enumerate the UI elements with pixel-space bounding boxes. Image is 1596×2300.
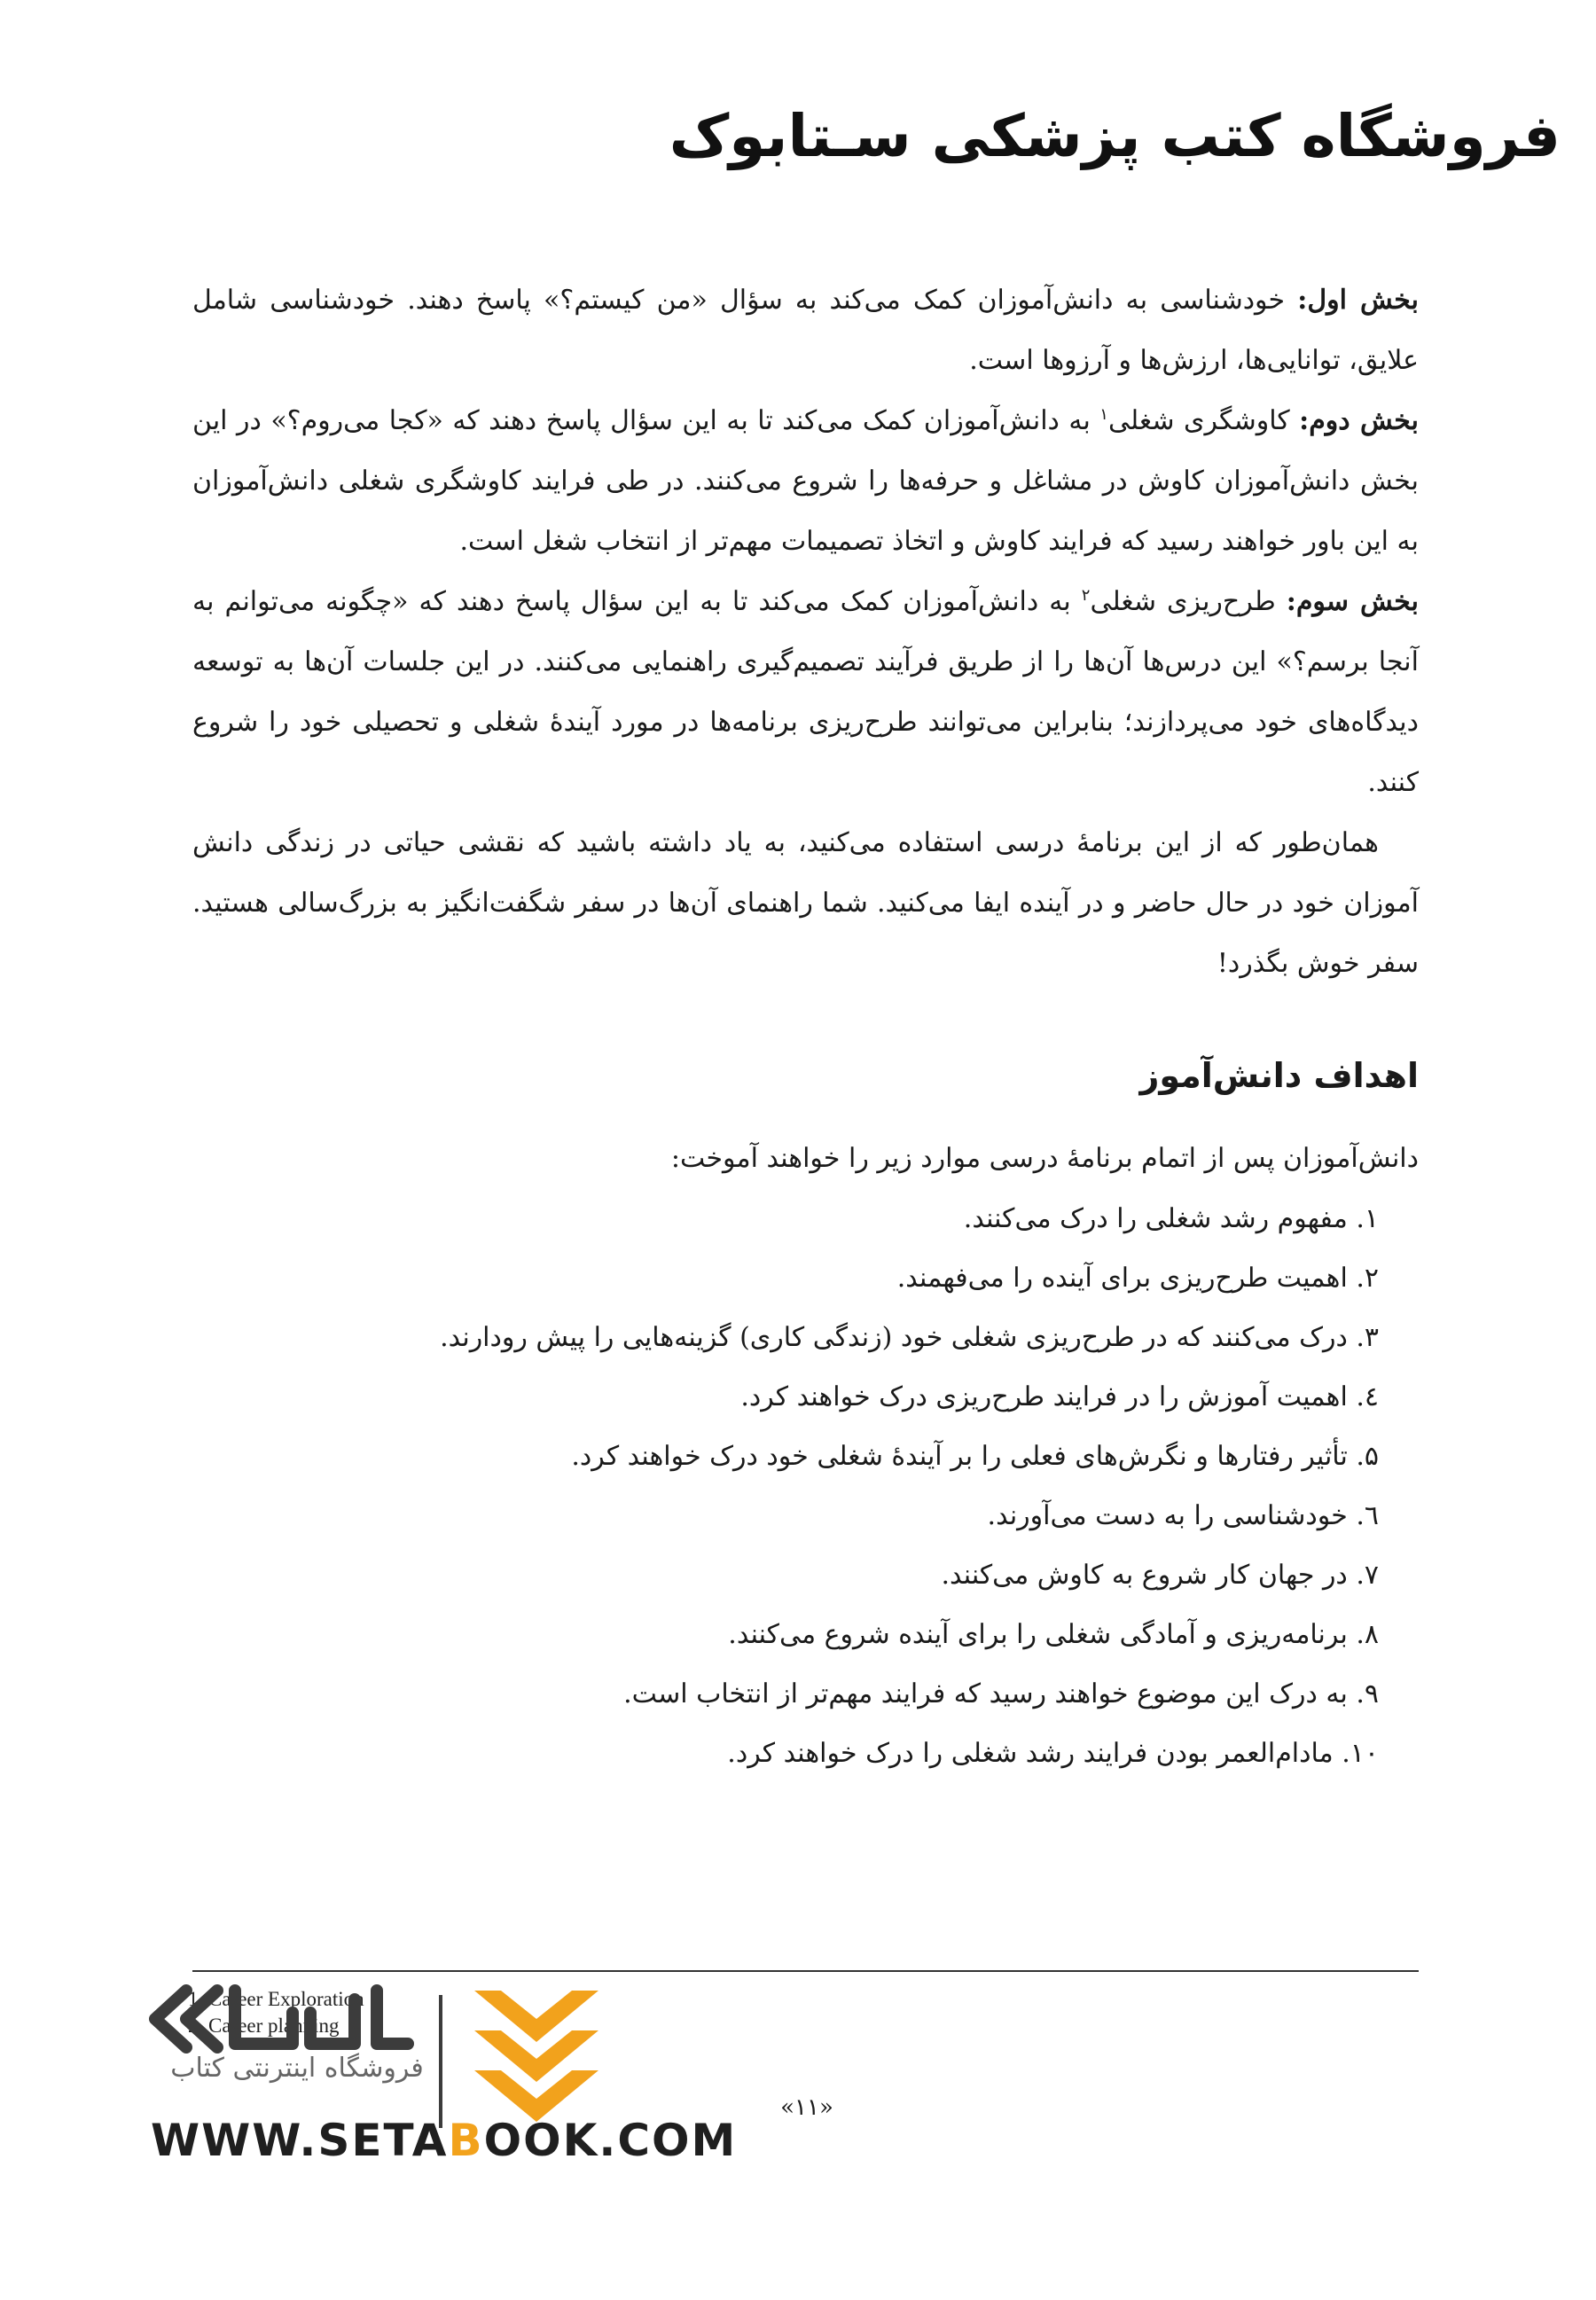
section-3-label: بخش سوم: bbox=[1286, 586, 1419, 617]
footnote-1: 1. Career Exploration bbox=[188, 1988, 364, 2010]
store-title: فروشگاه کتب پزشکی سـتابوک bbox=[669, 102, 1561, 170]
section-2-paragraph bbox=[192, 391, 1419, 572]
list-item: ٤. اهمیت آموزش را در فرایند طرح‌ریزی درک خواهند کرد. bbox=[740, 1381, 1379, 1412]
logo-wordmark-icon bbox=[155, 1991, 408, 2047]
footnote-2: 2. Career planning bbox=[188, 2014, 340, 2037]
footnote-ref-1: ۱ bbox=[1099, 405, 1108, 424]
section-1-paragraph bbox=[192, 270, 1419, 391]
section-3-text-after: به دانش‌آموزان کمک می‌کند تا به این سؤال پاسخ دهند که «چگونه می‌توانم به آنجا برسم؟» این درس‌ها آن‌ها را از طریق فرآیند تصمیم‌گیری راهنمایی می‌کنند. در این جلسات آن‌ها به توسعه دیدگاه‌های خود می‌پردازند؛ بنابراین می‌توانند طرح‌ریزی برنامه‌ها در مورد آیندۀ شغلی و تحصیلی خود را شروع کنند. bbox=[192, 586, 1419, 798]
section-1-text: خودشناسی به دانش‌آموزان کمک می‌کند به سؤال «من کیستم؟» پاسخ دهند. خودشناسی شامل علایق، توانایی‌ها، ارزش‌ها و آرزوها است. bbox=[192, 285, 1419, 376]
list-item: ۲. اهمیت طرح‌ریزی برای آینده را می‌فهمند. bbox=[896, 1263, 1379, 1294]
logo-tagline: فروشگاه اینترنتی کتاب bbox=[170, 2053, 424, 2084]
section-3-text-before: طرح‌ریزی شغلی bbox=[1090, 586, 1276, 617]
objectives-intro: دانش‌آموزان پس از اتمام برنامۀ درسی موارد زیر را خواهند آموخت: bbox=[670, 1143, 1419, 1174]
list-item: ۳. درک می‌کنند که در طرح‌ریزی شغلی خود (زندگی کاری) گزینه‌هایی را پیش رودارند. bbox=[440, 1322, 1379, 1353]
list-item: ٦. خودشناسی را به دست می‌آورند. bbox=[987, 1500, 1379, 1531]
website-url-start: WWW.SETA bbox=[151, 2115, 449, 2166]
footnote-ref-2: ۲ bbox=[1081, 586, 1091, 605]
section-3-paragraph bbox=[192, 572, 1419, 813]
list-item: ۱۰. مادام‌العمر بودن فرایند رشد شغلی را درک خواهند کرد. bbox=[727, 1738, 1379, 1769]
website-url-end: OOK.COM bbox=[483, 2115, 738, 2166]
section-1-label: بخش اول: bbox=[1297, 285, 1419, 316]
main-content bbox=[192, 270, 1419, 1783]
section-2-text-before: کاوشگری شغلی bbox=[1107, 405, 1290, 436]
objectives-list bbox=[192, 1189, 1419, 1783]
list-item: ۷. در جهان کار شروع به کاوش می‌کنند. bbox=[941, 1560, 1379, 1591]
list-item: ۹. به درک این موضوع خواهند رسید که فرایند مهم‌تر از انتخاب است. bbox=[623, 1678, 1379, 1709]
list-item: ۱. مفهوم رشد شغلی را درک می‌کنند. bbox=[963, 1203, 1379, 1234]
page-number: «۱۱» bbox=[780, 2094, 833, 2121]
section-2-label: بخش دوم: bbox=[1299, 405, 1419, 436]
website-url bbox=[151, 2115, 737, 2166]
website-url-accent: B bbox=[448, 2115, 484, 2166]
section-2-text-after: به دانش‌آموزان کمک می‌کند تا به این سؤال پاسخ دهند که «کجا می‌روم؟» در این بخش دانش‌آموزان کاوش در مشاغل و حرفه‌ها را شروع می‌کنند. در طی فرایند کاوشگری شغلی دانش‌آموزان به این باور خواهند رسید که فرایند کاوش و اتخاذ تصمیمات مهم‌تر از انتخاب شغل است. bbox=[192, 405, 1419, 557]
closing-paragraph: همان‌طور که از این برنامۀ درسی استفاده می‌کنید، به یاد داشته باشید که نقشی حیاتی در زندگی دانش آموزان خود در حال حاضر و در آینده ایفا می‌کنید. شما راهنمای آن‌ها در سفر شگفت‌انگیز به بزرگ‌سالی هستید. سفر خوش بگذرد! bbox=[192, 827, 1419, 979]
list-item: ۵. تأثیر رفتارها و نگرش‌های فعلی را بر آیندۀ شغلی خود درک خواهند کرد. bbox=[571, 1441, 1379, 1472]
list-item: ۸. برنامه‌ریزی و آمادگی شغلی را برای آینده شروع می‌کنند. bbox=[728, 1619, 1379, 1650]
objectives-heading: اهداف دانش‌آموز bbox=[1139, 1056, 1419, 1095]
logo-chevron-mark-icon bbox=[474, 1991, 598, 2122]
